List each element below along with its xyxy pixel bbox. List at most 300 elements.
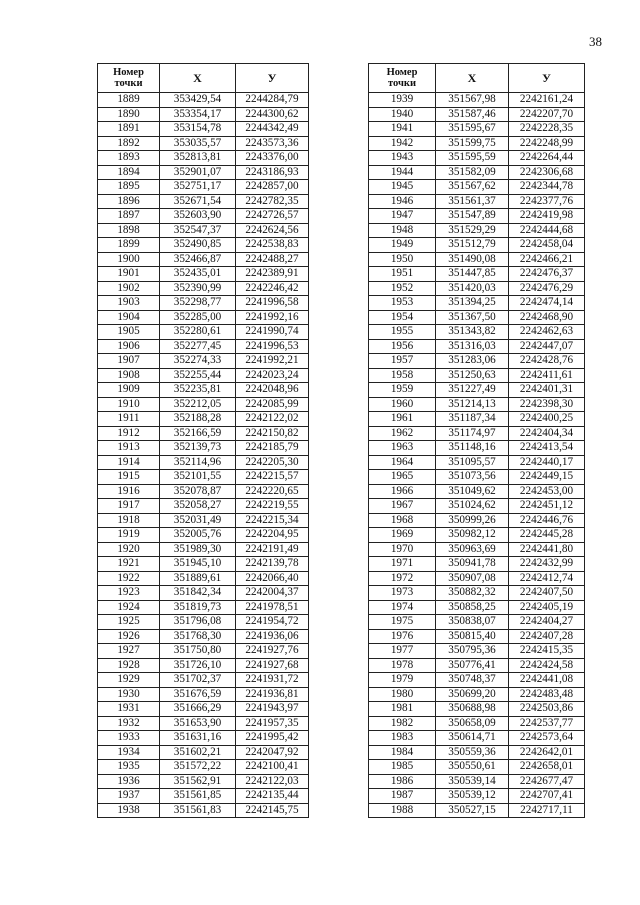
point-number-cell: 1896: [98, 194, 160, 209]
y-coordinate-cell: 2242474,14: [509, 296, 585, 311]
table-row: [369, 716, 585, 731]
y-coordinate-cell: 2243186,93: [236, 165, 309, 180]
x-coordinate-cell: 351599,75: [436, 136, 509, 151]
y-coordinate-cell: 2242488,27: [236, 252, 309, 267]
x-coordinate-cell: 352280,61: [160, 325, 236, 340]
table-row: [98, 528, 309, 543]
x-coordinate-cell: 352435,01: [160, 267, 236, 282]
point-number-cell: 1890: [98, 107, 160, 122]
point-number-cell: 1943: [369, 151, 436, 166]
point-number-cell: 1942: [369, 136, 436, 151]
x-coordinate-cell: 350776,41: [436, 658, 509, 673]
x-coordinate-cell: 351989,30: [160, 542, 236, 557]
x-coordinate-cell: 352274,33: [160, 354, 236, 369]
y-coordinate-cell: 2242449,15: [509, 470, 585, 485]
table-row: [369, 484, 585, 499]
table-row: [98, 658, 309, 673]
x-coordinate-cell: 351561,83: [160, 803, 236, 818]
table-row: [98, 803, 309, 818]
x-coordinate-cell: 350999,26: [436, 513, 509, 528]
table-row: [98, 774, 309, 789]
table-row: [369, 267, 585, 282]
point-number-cell: 1977: [369, 644, 436, 659]
y-coordinate-cell: 2242150,82: [236, 426, 309, 441]
table-row: [369, 354, 585, 369]
point-number-cell: 1981: [369, 702, 436, 717]
x-coordinate-cell: 351750,80: [160, 644, 236, 659]
y-coordinate-cell: 2242462,63: [509, 325, 585, 340]
x-coordinate-cell: 350982,12: [436, 528, 509, 543]
header-x: Х: [436, 64, 509, 93]
point-number-cell: 1902: [98, 281, 160, 296]
y-coordinate-cell: 2242432,99: [509, 557, 585, 572]
x-coordinate-cell: 351420,03: [436, 281, 509, 296]
y-coordinate-cell: 2242004,37: [236, 586, 309, 601]
table-row: [98, 455, 309, 470]
point-number-cell: 1972: [369, 571, 436, 586]
table-row: [98, 368, 309, 383]
header-x: Х: [160, 64, 236, 93]
table-row: [98, 412, 309, 427]
point-number-cell: 1899: [98, 238, 160, 253]
x-coordinate-cell: 351567,98: [436, 93, 509, 108]
table-row: [369, 296, 585, 311]
x-coordinate-cell: 351343,82: [436, 325, 509, 340]
y-coordinate-cell: 2242207,70: [509, 107, 585, 122]
y-coordinate-cell: 2242085,99: [236, 397, 309, 412]
header-y: У: [509, 64, 585, 93]
point-number-cell: 1971: [369, 557, 436, 572]
y-coordinate-cell: 2242476,37: [509, 267, 585, 282]
table-row: [369, 412, 585, 427]
point-number-cell: 1922: [98, 571, 160, 586]
x-coordinate-cell: 350815,40: [436, 629, 509, 644]
y-coordinate-cell: 2242573,64: [509, 731, 585, 746]
x-coordinate-cell: 351367,50: [436, 310, 509, 325]
x-coordinate-cell: 350748,37: [436, 673, 509, 688]
y-coordinate-cell: 2242447,07: [509, 339, 585, 354]
table-row: [98, 397, 309, 412]
point-number-cell: 1928: [98, 658, 160, 673]
table-row: [369, 383, 585, 398]
y-coordinate-cell: 2241990,74: [236, 325, 309, 340]
x-coordinate-cell: 351316,03: [436, 339, 509, 354]
table-row: [369, 586, 585, 601]
point-number-cell: 1939: [369, 93, 436, 108]
y-coordinate-cell: 2242215,34: [236, 513, 309, 528]
coordinates-table-right: [368, 63, 585, 818]
x-coordinate-cell: 350550,61: [436, 760, 509, 775]
point-number-cell: 1893: [98, 151, 160, 166]
point-number-cell: 1914: [98, 455, 160, 470]
x-coordinate-cell: 350795,36: [436, 644, 509, 659]
x-coordinate-cell: 351447,85: [436, 267, 509, 282]
point-number-cell: 1984: [369, 745, 436, 760]
point-number-cell: 1954: [369, 310, 436, 325]
point-number-cell: 1923: [98, 586, 160, 601]
x-coordinate-cell: 351187,34: [436, 412, 509, 427]
point-number-cell: 1936: [98, 774, 160, 789]
y-coordinate-cell: 2243376,00: [236, 151, 309, 166]
table-row: [98, 325, 309, 340]
x-coordinate-cell: 350688,98: [436, 702, 509, 717]
point-number-cell: 1918: [98, 513, 160, 528]
point-number-cell: 1952: [369, 281, 436, 296]
point-number-cell: 1953: [369, 296, 436, 311]
y-coordinate-cell: 2242717,11: [509, 803, 585, 818]
y-coordinate-cell: 2242066,40: [236, 571, 309, 586]
table-row: [98, 267, 309, 282]
y-coordinate-cell: 2241927,76: [236, 644, 309, 659]
y-coordinate-cell: 2242441,80: [509, 542, 585, 557]
y-coordinate-cell: 2242264,44: [509, 151, 585, 166]
table-row: [98, 760, 309, 775]
x-coordinate-cell: 351561,85: [160, 789, 236, 804]
x-coordinate-cell: 352671,54: [160, 194, 236, 209]
x-coordinate-cell: 351394,25: [436, 296, 509, 311]
y-coordinate-cell: 2242440,17: [509, 455, 585, 470]
x-coordinate-cell: 351283,06: [436, 354, 509, 369]
x-coordinate-cell: 352101,55: [160, 470, 236, 485]
point-number-cell: 1924: [98, 600, 160, 615]
x-coordinate-cell: 351595,59: [436, 151, 509, 166]
y-coordinate-cell: 2242191,49: [236, 542, 309, 557]
x-coordinate-cell: 351572,22: [160, 760, 236, 775]
x-coordinate-cell: 352212,05: [160, 397, 236, 412]
table-row: [98, 629, 309, 644]
x-coordinate-cell: 351024,62: [436, 499, 509, 514]
y-coordinate-cell: 2242398,30: [509, 397, 585, 412]
y-coordinate-cell: 2241936,81: [236, 687, 309, 702]
y-coordinate-cell: 2242215,57: [236, 470, 309, 485]
point-number-cell: 1958: [369, 368, 436, 383]
point-number-cell: 1970: [369, 542, 436, 557]
y-coordinate-cell: 2242405,19: [509, 600, 585, 615]
point-number-cell: 1950: [369, 252, 436, 267]
point-number-cell: 1969: [369, 528, 436, 543]
y-coordinate-cell: 2242204,95: [236, 528, 309, 543]
x-coordinate-cell: 352139,73: [160, 441, 236, 456]
x-coordinate-cell: 352235,81: [160, 383, 236, 398]
x-coordinate-cell: 350527,15: [436, 803, 509, 818]
point-number-cell: 1903: [98, 296, 160, 311]
table-row: [369, 571, 585, 586]
point-number-cell: 1932: [98, 716, 160, 731]
point-number-cell: 1978: [369, 658, 436, 673]
header-point-number: Номер точки: [369, 64, 436, 93]
point-number-cell: 1967: [369, 499, 436, 514]
y-coordinate-cell: 2242446,76: [509, 513, 585, 528]
y-coordinate-cell: 2241943,97: [236, 702, 309, 717]
table-row: [98, 223, 309, 238]
y-coordinate-cell: 2242048,96: [236, 383, 309, 398]
point-number-cell: 1963: [369, 441, 436, 456]
table-row: [369, 325, 585, 340]
point-number-cell: 1986: [369, 774, 436, 789]
x-coordinate-cell: 352751,17: [160, 180, 236, 195]
point-number-cell: 1957: [369, 354, 436, 369]
point-number-cell: 1913: [98, 441, 160, 456]
table-row: [369, 803, 585, 818]
table-row: [369, 238, 585, 253]
y-coordinate-cell: 2242642,01: [509, 745, 585, 760]
point-number-cell: 1962: [369, 426, 436, 441]
table-row: [98, 165, 309, 180]
x-coordinate-cell: 350941,78: [436, 557, 509, 572]
y-coordinate-cell: 2241957,35: [236, 716, 309, 731]
point-number-cell: 1915: [98, 470, 160, 485]
point-number-cell: 1933: [98, 731, 160, 746]
x-coordinate-cell: 351547,89: [436, 209, 509, 224]
x-coordinate-cell: 353154,78: [160, 122, 236, 137]
y-coordinate-cell: 2243573,36: [236, 136, 309, 151]
point-number-cell: 1966: [369, 484, 436, 499]
point-number-cell: 1949: [369, 238, 436, 253]
table-row: [98, 339, 309, 354]
x-coordinate-cell: 352813,81: [160, 151, 236, 166]
x-coordinate-cell: 351602,21: [160, 745, 236, 760]
y-coordinate-cell: 2241996,58: [236, 296, 309, 311]
table-row: [98, 586, 309, 601]
point-number-cell: 1956: [369, 339, 436, 354]
x-coordinate-cell: 353035,57: [160, 136, 236, 151]
y-coordinate-cell: 2241996,53: [236, 339, 309, 354]
y-coordinate-cell: 2242205,30: [236, 455, 309, 470]
point-number-cell: 1938: [98, 803, 160, 818]
table-row: [369, 687, 585, 702]
y-coordinate-cell: 2242476,29: [509, 281, 585, 296]
table-row: [98, 557, 309, 572]
x-coordinate-cell: 350882,32: [436, 586, 509, 601]
x-coordinate-cell: 352603,90: [160, 209, 236, 224]
header-point-number: Номер точки: [98, 64, 160, 93]
point-number-cell: 1898: [98, 223, 160, 238]
table-row: [369, 629, 585, 644]
table-row: [369, 151, 585, 166]
point-number-cell: 1919: [98, 528, 160, 543]
y-coordinate-cell: 2242100,41: [236, 760, 309, 775]
y-coordinate-cell: 2244300,62: [236, 107, 309, 122]
point-number-cell: 1974: [369, 600, 436, 615]
point-number-cell: 1911: [98, 412, 160, 427]
point-number-cell: 1892: [98, 136, 160, 151]
point-number-cell: 1964: [369, 455, 436, 470]
y-coordinate-cell: 2242185,79: [236, 441, 309, 456]
table-row: [98, 745, 309, 760]
point-number-cell: 1908: [98, 368, 160, 383]
table-row: [369, 542, 585, 557]
table-row: [98, 383, 309, 398]
x-coordinate-cell: 351095,57: [436, 455, 509, 470]
table-row: [369, 774, 585, 789]
x-coordinate-cell: 350963,69: [436, 542, 509, 557]
point-number-cell: 1947: [369, 209, 436, 224]
table-row: [98, 731, 309, 746]
point-number-cell: 1959: [369, 383, 436, 398]
y-coordinate-cell: 2242401,31: [509, 383, 585, 398]
point-number-cell: 1930: [98, 687, 160, 702]
x-coordinate-cell: 351529,29: [436, 223, 509, 238]
y-coordinate-cell: 2244284,79: [236, 93, 309, 108]
y-coordinate-cell: 2241992,21: [236, 354, 309, 369]
point-number-cell: 1944: [369, 165, 436, 180]
table-row: [369, 281, 585, 296]
x-coordinate-cell: 352285,00: [160, 310, 236, 325]
x-coordinate-cell: 352078,87: [160, 484, 236, 499]
point-number-cell: 1948: [369, 223, 436, 238]
point-number-cell: 1976: [369, 629, 436, 644]
x-coordinate-cell: 351250,63: [436, 368, 509, 383]
y-coordinate-cell: 2242428,76: [509, 354, 585, 369]
x-coordinate-cell: 350699,20: [436, 687, 509, 702]
y-coordinate-cell: 2242047,92: [236, 745, 309, 760]
table-row: [369, 223, 585, 238]
table-header-row: [98, 64, 309, 93]
table-row: [98, 296, 309, 311]
x-coordinate-cell: 352390,99: [160, 281, 236, 296]
y-coordinate-cell: 2242306,68: [509, 165, 585, 180]
x-coordinate-cell: 352466,87: [160, 252, 236, 267]
y-coordinate-cell: 2241978,51: [236, 600, 309, 615]
x-coordinate-cell: 352901,07: [160, 165, 236, 180]
point-number-cell: 1916: [98, 484, 160, 499]
x-coordinate-cell: 351049,62: [436, 484, 509, 499]
point-number-cell: 1895: [98, 180, 160, 195]
x-coordinate-cell: 351676,59: [160, 687, 236, 702]
x-coordinate-cell: 351666,29: [160, 702, 236, 717]
x-coordinate-cell: 351595,67: [436, 122, 509, 137]
table-row: [98, 702, 309, 717]
table-row: [369, 165, 585, 180]
table-row: [369, 702, 585, 717]
table-row: [98, 484, 309, 499]
x-coordinate-cell: 351073,56: [436, 470, 509, 485]
point-number-cell: 1968: [369, 513, 436, 528]
table-row: [98, 644, 309, 659]
point-number-cell: 1912: [98, 426, 160, 441]
table-row: [98, 673, 309, 688]
x-coordinate-cell: 351227,49: [436, 383, 509, 398]
point-number-cell: 1925: [98, 615, 160, 630]
point-number-cell: 1927: [98, 644, 160, 659]
table-row: [369, 731, 585, 746]
table-row: [98, 789, 309, 804]
x-coordinate-cell: 351561,37: [436, 194, 509, 209]
table-row: [98, 441, 309, 456]
x-coordinate-cell: 352031,49: [160, 513, 236, 528]
table-row: [369, 528, 585, 543]
x-coordinate-cell: 350907,08: [436, 571, 509, 586]
x-coordinate-cell: 351490,08: [436, 252, 509, 267]
y-coordinate-cell: 2242122,02: [236, 412, 309, 427]
x-coordinate-cell: 352058,27: [160, 499, 236, 514]
table-row: [369, 368, 585, 383]
table-row: [369, 789, 585, 804]
y-coordinate-cell: 2242407,50: [509, 586, 585, 601]
header-y: У: [236, 64, 309, 93]
y-coordinate-cell: 2242135,44: [236, 789, 309, 804]
table-row: [98, 310, 309, 325]
point-number-cell: 1937: [98, 789, 160, 804]
y-coordinate-cell: 2242404,27: [509, 615, 585, 630]
y-coordinate-cell: 2242411,61: [509, 368, 585, 383]
table-row: [98, 470, 309, 485]
y-coordinate-cell: 2242451,12: [509, 499, 585, 514]
y-coordinate-cell: 2242782,35: [236, 194, 309, 209]
point-number-cell: 1934: [98, 745, 160, 760]
point-number-cell: 1980: [369, 687, 436, 702]
point-number-cell: 1983: [369, 731, 436, 746]
point-number-cell: 1906: [98, 339, 160, 354]
table-row: [369, 557, 585, 572]
table-row: [369, 93, 585, 108]
x-coordinate-cell: 351582,09: [436, 165, 509, 180]
page-number: 38: [589, 34, 602, 49]
y-coordinate-cell: 2242707,41: [509, 789, 585, 804]
point-number-cell: 1985: [369, 760, 436, 775]
y-coordinate-cell: 2241954,72: [236, 615, 309, 630]
table-row: [98, 238, 309, 253]
table-row: [369, 760, 585, 775]
point-number-cell: 1929: [98, 673, 160, 688]
x-coordinate-cell: 351148,16: [436, 441, 509, 456]
point-number-cell: 1975: [369, 615, 436, 630]
x-coordinate-cell: 350838,07: [436, 615, 509, 630]
x-coordinate-cell: 352114,96: [160, 455, 236, 470]
x-coordinate-cell: 351512,79: [436, 238, 509, 253]
point-number-cell: 1904: [98, 310, 160, 325]
point-number-cell: 1951: [369, 267, 436, 282]
y-coordinate-cell: 2242419,98: [509, 209, 585, 224]
x-coordinate-cell: 351819,73: [160, 600, 236, 615]
table-row: [369, 441, 585, 456]
table-row: [98, 281, 309, 296]
table-row: [98, 194, 309, 209]
x-coordinate-cell: 351842,34: [160, 586, 236, 601]
y-coordinate-cell: 2242161,24: [509, 93, 585, 108]
y-coordinate-cell: 2244342,49: [236, 122, 309, 137]
table-row: [369, 252, 585, 267]
table-row: [98, 136, 309, 151]
x-coordinate-cell: 350858,25: [436, 600, 509, 615]
table-row: [98, 615, 309, 630]
table-row: [369, 397, 585, 412]
y-coordinate-cell: 2242220,65: [236, 484, 309, 499]
y-coordinate-cell: 2242145,75: [236, 803, 309, 818]
x-coordinate-cell: 351889,61: [160, 571, 236, 586]
table-row: [369, 470, 585, 485]
table-row: [369, 658, 585, 673]
table-row: [98, 209, 309, 224]
y-coordinate-cell: 2242624,56: [236, 223, 309, 238]
point-number-cell: 1907: [98, 354, 160, 369]
point-number-cell: 1935: [98, 760, 160, 775]
table-row: [369, 310, 585, 325]
table-row: [98, 122, 309, 137]
y-coordinate-cell: 2242407,28: [509, 629, 585, 644]
x-coordinate-cell: 352188,28: [160, 412, 236, 427]
x-coordinate-cell: 350539,14: [436, 774, 509, 789]
x-coordinate-cell: 351945,10: [160, 557, 236, 572]
x-coordinate-cell: 353429,54: [160, 93, 236, 108]
x-coordinate-cell: 351796,08: [160, 615, 236, 630]
table-row: [369, 107, 585, 122]
table-row: [98, 571, 309, 586]
table-row: [369, 600, 585, 615]
point-number-cell: 1961: [369, 412, 436, 427]
y-coordinate-cell: 2241992,16: [236, 310, 309, 325]
y-coordinate-cell: 2242466,21: [509, 252, 585, 267]
